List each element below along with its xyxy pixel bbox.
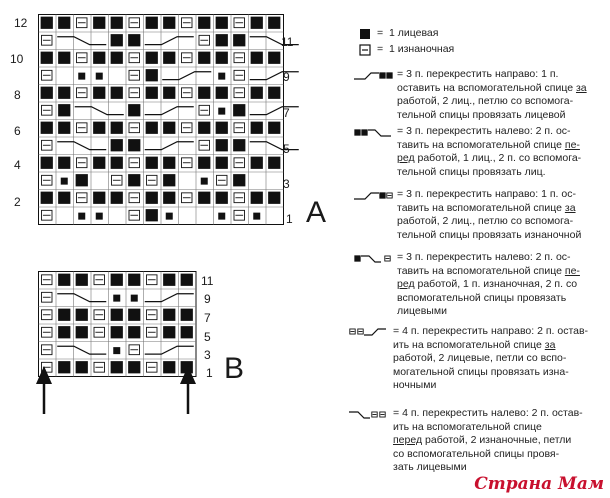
knit-stitch-small xyxy=(78,213,85,220)
legend-item-1-line-1: 3 п. перекрестить направо: 1 п. xyxy=(406,68,559,80)
symbol-cross-line xyxy=(354,193,379,199)
knit-stitch xyxy=(111,274,123,286)
knit-stitch xyxy=(379,72,385,78)
knit-stitch xyxy=(251,157,263,169)
knit-stitch xyxy=(386,72,392,78)
knit-stitch xyxy=(93,17,105,29)
knit-stitch xyxy=(198,52,210,64)
legend-item-5-line-1: 4 п. перекрестить направо: 2 п. остав- xyxy=(402,325,589,337)
knit-stitch xyxy=(58,192,70,204)
knit-stitch xyxy=(128,274,140,286)
knit-stitch-small xyxy=(113,295,120,302)
knit-stitch xyxy=(163,274,175,286)
knit-stitch-small xyxy=(218,73,225,80)
legend-item-6-line-4: со вспомогательной спицы провя- xyxy=(393,447,560,460)
chart-a-row-3: 3 xyxy=(283,177,290,191)
knit-stitch-small xyxy=(78,73,85,80)
knit-stitch xyxy=(93,87,105,99)
knit-stitch xyxy=(58,87,70,99)
knit-stitch xyxy=(76,174,88,186)
chart-a-row-1: 1 xyxy=(286,212,293,226)
knit-stitch xyxy=(233,139,245,151)
knit-stitch xyxy=(216,52,228,64)
knit-stitch xyxy=(146,87,158,99)
knit-stitch xyxy=(181,309,193,321)
knit-stitch xyxy=(216,34,228,46)
chart-a-row-2: 2 xyxy=(14,195,21,209)
chart-a-grid xyxy=(38,14,278,234)
knit-stitch xyxy=(216,122,228,134)
knit-stitch xyxy=(163,326,175,338)
knit-stitch xyxy=(251,87,263,99)
knit-stitch-icon xyxy=(359,28,371,40)
chart-b-label: B xyxy=(224,352,245,385)
legend-item-2-line-4: тельной спицы провязать лиц. xyxy=(397,165,546,178)
knit-stitch xyxy=(163,52,175,64)
legend-item-2: = 3 п. перекрестить налево: 2 п. ос- тавить на вспомогательной спице пе- ред работой, 1 лиц., 2 п. со вспомога- тельной спицы провязать лиц. xyxy=(397,125,582,178)
legend-item-1-line-2: оставить на вспомогательной спице xyxy=(397,81,576,94)
legend-item-2-line-3: работой, 1 лиц., 2 п. со вспомога- xyxy=(417,152,582,165)
knit-stitch xyxy=(268,157,280,169)
legend-item-1-underlined: за xyxy=(575,81,587,94)
knit-stitch-small xyxy=(131,295,138,302)
knit-stitch xyxy=(128,174,140,186)
knit-stitch xyxy=(93,52,105,64)
cross-right-3-purl-icon xyxy=(353,191,393,201)
legend-item-6-line-3: работой, 2 изнаночные, петли xyxy=(425,434,572,447)
knit-stitch xyxy=(111,309,123,321)
knit-stitch-small xyxy=(113,347,120,354)
knit-stitch xyxy=(128,361,140,373)
knit-stitch xyxy=(128,104,140,116)
knit-stitch xyxy=(111,34,123,46)
knit-stitch xyxy=(146,69,158,81)
legend-item-5-line-3: работой, 2 лицевые, петли со вспо- xyxy=(393,352,567,365)
legend-item-1-line-3: работой, 2 лиц., петлю со вспомога- xyxy=(397,95,574,108)
knit-stitch xyxy=(111,87,123,99)
legend-item-3-line-4: тельной спицы провязать изнаночной xyxy=(397,228,582,241)
knit-stitch xyxy=(41,157,53,169)
knit-stitch xyxy=(251,122,263,134)
knit-stitch xyxy=(268,122,280,134)
legend-item-6: = 4 п. перекрестить налево: 2 п. остав- ить на вспомогательной спице перед работой, 2 изнаночные, петли со вспомогательной спицы провя- зать лицевыми xyxy=(393,407,583,474)
knit-stitch xyxy=(354,255,360,261)
legend-item-5: = 4 п. перекрестить направо: 2 п. остав- ить на вспомогательной спице за работой, 2 лицевые, петли со вспо- могательной спицы провязать изна- ночными xyxy=(393,325,589,392)
legend-item-3-line-3: работой, 2 лиц., петлю со вспомога- xyxy=(397,215,574,228)
chart-a-row-11: 11 xyxy=(281,35,294,49)
knit-stitch xyxy=(146,157,158,169)
knit-stitch xyxy=(354,129,360,135)
knit-stitch-small xyxy=(96,73,103,80)
knit-stitch-small xyxy=(201,178,208,185)
symbol-cross-line xyxy=(364,329,386,335)
knit-stitch xyxy=(58,274,70,286)
knit-stitch xyxy=(198,17,210,29)
knit-stitch xyxy=(146,52,158,64)
legend-item-2-line-2: тавить на вспомогательной спице xyxy=(397,138,565,151)
chart-b-grid xyxy=(38,271,198,381)
knit-stitch xyxy=(251,17,263,29)
knit-stitch xyxy=(58,361,70,373)
legend-item-4-line-2: тавить на вспомогательной спице xyxy=(397,264,565,277)
chart-a-row-7: 7 xyxy=(283,106,290,120)
knit-stitch xyxy=(111,361,123,373)
knit-stitch xyxy=(198,192,210,204)
legend-item-5-line-5: ночными xyxy=(393,379,437,392)
knit-stitch xyxy=(93,122,105,134)
legend-item-1: = 3 п. перекрестить направо: 1 п. оставить на вспомогательной спице за работой, 2 лиц., петлю со вспомога- тельной спицы провязать лицевой xyxy=(397,68,587,121)
arrow-up-icon xyxy=(34,366,54,416)
knit-stitch xyxy=(58,157,70,169)
chart-b-row-11: 11 xyxy=(201,274,214,288)
knit-stitch xyxy=(379,192,385,198)
chart-a-row-6: 6 xyxy=(14,124,21,138)
knit-stitch xyxy=(41,87,53,99)
legend-item-6-line-5: зать лицевыми xyxy=(393,461,467,474)
knit-stitch xyxy=(111,122,123,134)
legend-item-4-line-3: работой, 1 п. изнаночная, 2 п. со xyxy=(417,278,578,291)
knit-stitch xyxy=(146,122,158,134)
knit-stitch xyxy=(76,326,88,338)
knit-stitch xyxy=(58,52,70,64)
legend-knit-text: 1 лицевая xyxy=(388,27,439,39)
knit-stitch xyxy=(233,104,245,116)
knit-stitch-small xyxy=(61,178,68,185)
knit-stitch xyxy=(163,122,175,134)
knit-stitch xyxy=(268,87,280,99)
legend-item-4-underlined: пе- xyxy=(564,264,580,277)
chart-a-row-10: 10 xyxy=(10,52,24,66)
knit-stitch xyxy=(128,326,140,338)
knit-stitch xyxy=(58,17,70,29)
legend-item-2-underlined-2: ред xyxy=(397,152,415,165)
knit-stitch xyxy=(233,34,245,46)
knit-stitch xyxy=(111,326,123,338)
knit-stitch xyxy=(41,17,53,29)
knit-stitch xyxy=(76,274,88,286)
knit-stitch xyxy=(268,52,280,64)
knit-stitch xyxy=(198,87,210,99)
legend-item-6-line-2: ить на вспомогательной спице xyxy=(393,420,542,433)
knit-stitch xyxy=(111,192,123,204)
knit-stitch xyxy=(198,122,210,134)
cross-right-3-icon xyxy=(353,71,393,81)
arrow-up-icon xyxy=(178,366,198,416)
knit-stitch-small xyxy=(166,213,173,220)
knit-stitch xyxy=(76,361,88,373)
legend-item-3-underlined: за xyxy=(564,201,576,214)
knit-stitch xyxy=(181,274,193,286)
knit-stitch xyxy=(163,192,175,204)
knit-stitch xyxy=(163,309,175,321)
legend-item-1-line-4: тельной спицы провязать лицевой xyxy=(397,108,566,121)
legend-knit: = 1 лицевая xyxy=(377,27,439,39)
symbol-cross-line xyxy=(354,73,379,79)
knit-stitch xyxy=(146,192,158,204)
knit-stitch xyxy=(58,122,70,134)
symbol-cross-line xyxy=(349,412,370,418)
knit-stitch xyxy=(111,17,123,29)
chart-a-label: A xyxy=(306,196,327,229)
knit-stitch xyxy=(251,192,263,204)
cross-left-3-purl-icon xyxy=(353,254,393,264)
legend-item-5-line-4: могательной спицы провязать изна- xyxy=(393,365,569,378)
knit-stitch xyxy=(111,139,123,151)
chart-a-row-5: 5 xyxy=(283,142,290,156)
legend-item-5-underlined: за xyxy=(544,338,556,351)
knit-stitch xyxy=(76,309,88,321)
watermark: Страна Мам xyxy=(474,474,604,494)
knit-stitch-small xyxy=(218,213,225,220)
knit-stitch xyxy=(163,87,175,99)
chart-b-row-5: 5 xyxy=(204,330,211,344)
legend-item-4-line-5: лицевыми xyxy=(397,305,447,318)
knit-stitch xyxy=(163,174,175,186)
legend-item-3-line-2: тавить на вспомогательной спице xyxy=(397,201,565,214)
knit-stitch xyxy=(268,17,280,29)
chart-b-row-3: 3 xyxy=(204,348,211,362)
knit-stitch xyxy=(111,157,123,169)
knit-stitch xyxy=(128,34,140,46)
knit-stitch xyxy=(181,326,193,338)
legend-item-6-line-1: 4 п. перекрестить налево: 2 п. остав- xyxy=(402,407,583,419)
knit-stitch xyxy=(93,192,105,204)
knit-stitch xyxy=(216,192,228,204)
knit-stitch xyxy=(128,309,140,321)
knit-stitch xyxy=(146,209,158,221)
chart-b-row-9: 9 xyxy=(204,292,211,306)
cross-left-3-icon xyxy=(353,128,393,138)
legend-item-6-underlined: перед xyxy=(393,434,423,447)
symbol-cross-line xyxy=(361,256,381,262)
legend-item-3-line-1: 3 п. перекрестить направо: 1 п. ос- xyxy=(406,188,576,200)
knit-stitch xyxy=(216,87,228,99)
purl-stitch-icon xyxy=(359,44,371,56)
knit-stitch xyxy=(41,122,53,134)
knit-stitch xyxy=(216,157,228,169)
legend-item-4: = 3 п. перекрестить налево: 2 п. ос- тавить на вспомогательной спице пе- ред работой, 1 п. изнаночная, 2 п. со вспомогательной спицы провязать лицевыми xyxy=(397,251,580,318)
legend-purl: = 1 изнаночная xyxy=(377,43,455,55)
knit-stitch xyxy=(58,309,70,321)
chart-a-row-8: 8 xyxy=(14,88,21,102)
legend-item-2-underlined: пе- xyxy=(564,138,580,151)
knit-stitch xyxy=(41,192,53,204)
knit-stitch xyxy=(163,361,175,373)
knit-stitch xyxy=(128,139,140,151)
knit-stitch xyxy=(361,129,367,135)
knit-stitch xyxy=(163,17,175,29)
knit-stitch-small xyxy=(253,213,260,220)
knit-stitch xyxy=(93,157,105,169)
knit-stitch xyxy=(58,104,70,116)
legend-item-3: = 3 п. перекрестить направо: 1 п. ос- тавить на вспомогательной спице за работой, 2 лиц., петлю со вспомога- тельной спицы провязать изнаночной xyxy=(397,188,582,241)
cross-right-4-icon xyxy=(348,327,388,337)
chart-b-row-1: 1 xyxy=(206,366,213,380)
legend-item-4-line-4: вспомогательной спицы провязать xyxy=(397,291,567,304)
knit-stitch xyxy=(233,174,245,186)
knit-stitch xyxy=(41,52,53,64)
knit-stitch xyxy=(268,192,280,204)
knit-stitch-small xyxy=(96,213,103,220)
chart-a-row-9: 9 xyxy=(283,70,290,84)
knit-stitch xyxy=(216,139,228,151)
knit-stitch xyxy=(251,52,263,64)
knit-stitch xyxy=(111,52,123,64)
knit-stitch xyxy=(146,17,158,29)
chart-a-row-12: 12 xyxy=(14,16,28,30)
symbol-cross-line xyxy=(368,130,391,136)
knit-stitch xyxy=(58,326,70,338)
knit-stitch-small xyxy=(218,108,225,115)
knit-stitch xyxy=(163,157,175,169)
legend-item-5-line-2: ить на вспомогательной спице xyxy=(393,338,545,351)
legend-item-2-line-1: 3 п. перекрестить налево: 2 п. ос- xyxy=(406,125,571,137)
legend-item-4-underlined-2: ред xyxy=(397,278,415,291)
knit-stitch xyxy=(216,17,228,29)
chart-b-row-7: 7 xyxy=(204,311,211,325)
legend-purl-text: 1 изнаночная xyxy=(388,43,455,55)
cross-left-4-icon xyxy=(348,410,388,420)
legend-item-4-line-1: 3 п. перекрестить налево: 2 п. ос- xyxy=(406,251,571,263)
knit-stitch xyxy=(198,157,210,169)
chart-a-row-4: 4 xyxy=(14,158,21,172)
